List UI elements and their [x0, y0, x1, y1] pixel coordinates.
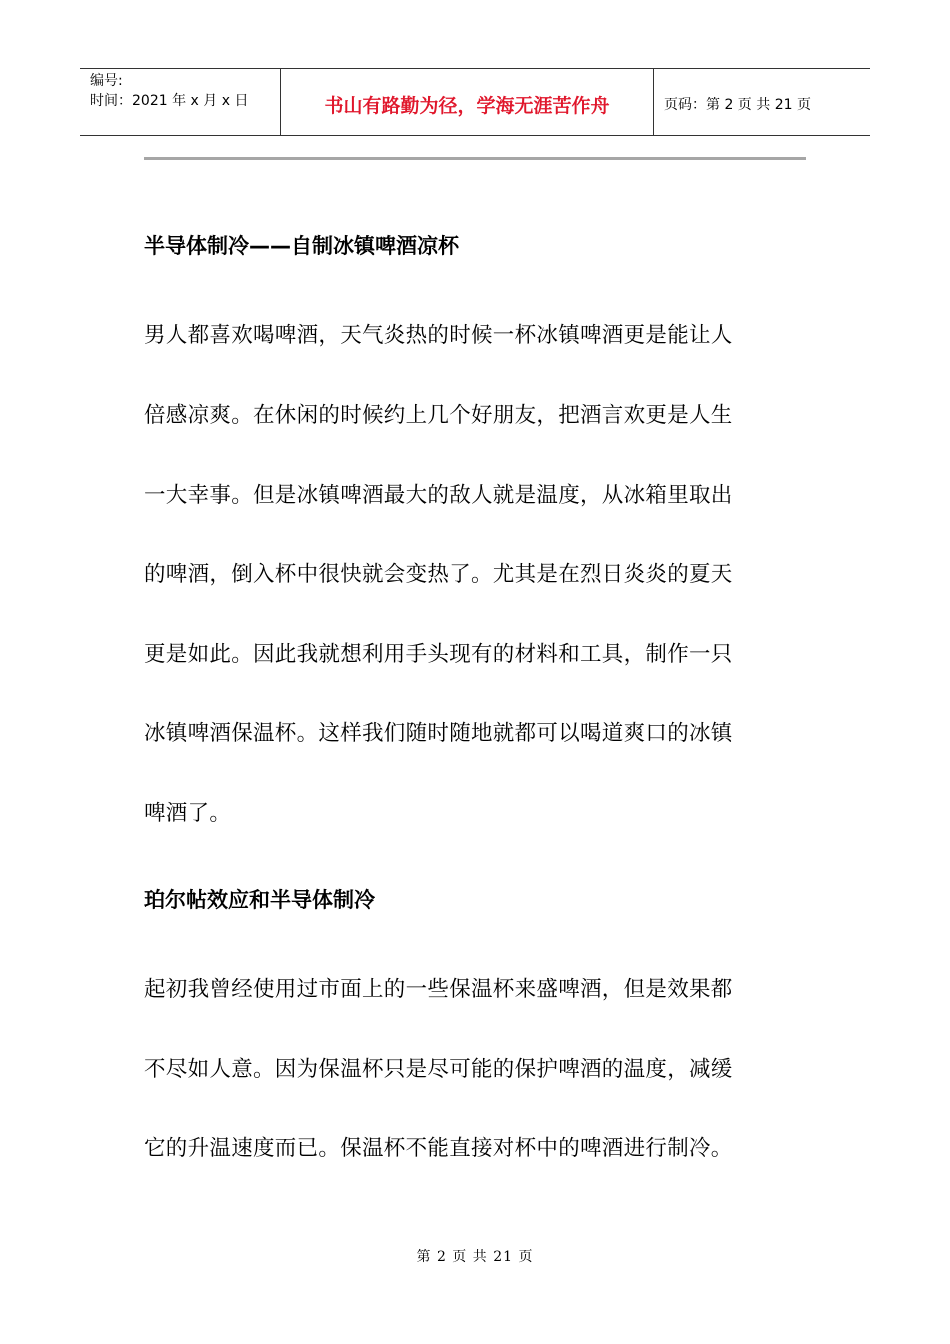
paragraph-line: 一大幸事。但是冰镇啤酒最大的敌人就是温度，从冰箱里取出 — [144, 483, 733, 508]
header-motto: 书山有路勤为径，学海无涯苦作舟 — [281, 69, 654, 135]
document-date-label: 时间：2021 年 x 月 x 日 — [90, 93, 249, 109]
paragraph-line: 啤酒了。 — [144, 801, 232, 826]
paragraph-line: 男人都喜欢喝啤酒，天气炎热的时候一杯冰镇啤酒更是能让人 — [144, 323, 733, 348]
header-meta-cell — [80, 69, 281, 135]
header-page-label: 页码：第 2 页 共 21 页 — [664, 97, 811, 113]
paragraph-line: 的啤酒，倒入杯中很快就会变热了。尤其是在烈日炎炎的夏天 — [144, 562, 733, 587]
section-heading-1: 半导体制冷——自制冰镇啤酒凉杯 — [144, 234, 459, 258]
paragraph-line: 起初我曾经使用过市面上的一些保温杯来盛啤酒，但是效果都 — [144, 977, 733, 1002]
paragraph-line: 倍感凉爽。在休闲的时候约上几个好朋友，把酒言欢更是人生 — [144, 403, 733, 428]
header-divider — [144, 157, 806, 160]
document-header — [80, 68, 870, 136]
page-footer: 第 2 页 共 21 页 — [416, 1249, 534, 1265]
paragraph-line: 更是如此。因此我就想利用手头现有的材料和工具，制作一只 — [144, 642, 733, 667]
paragraph-line: 不尽如人意。因为保温杯只是尽可能的保护啤酒的温度，减缓 — [144, 1057, 733, 1082]
section-heading-2: 珀尔帖效应和半导体制冷 — [144, 888, 375, 912]
paragraph-line: 冰镇啤酒保温杯。这样我们随时随地就都可以喝道爽口的冰镇 — [144, 721, 733, 746]
document-number-label: 编号: — [90, 73, 123, 89]
paragraph-line: 它的升温速度而已。保温杯不能直接对杯中的啤酒进行制冷。 — [144, 1136, 733, 1161]
